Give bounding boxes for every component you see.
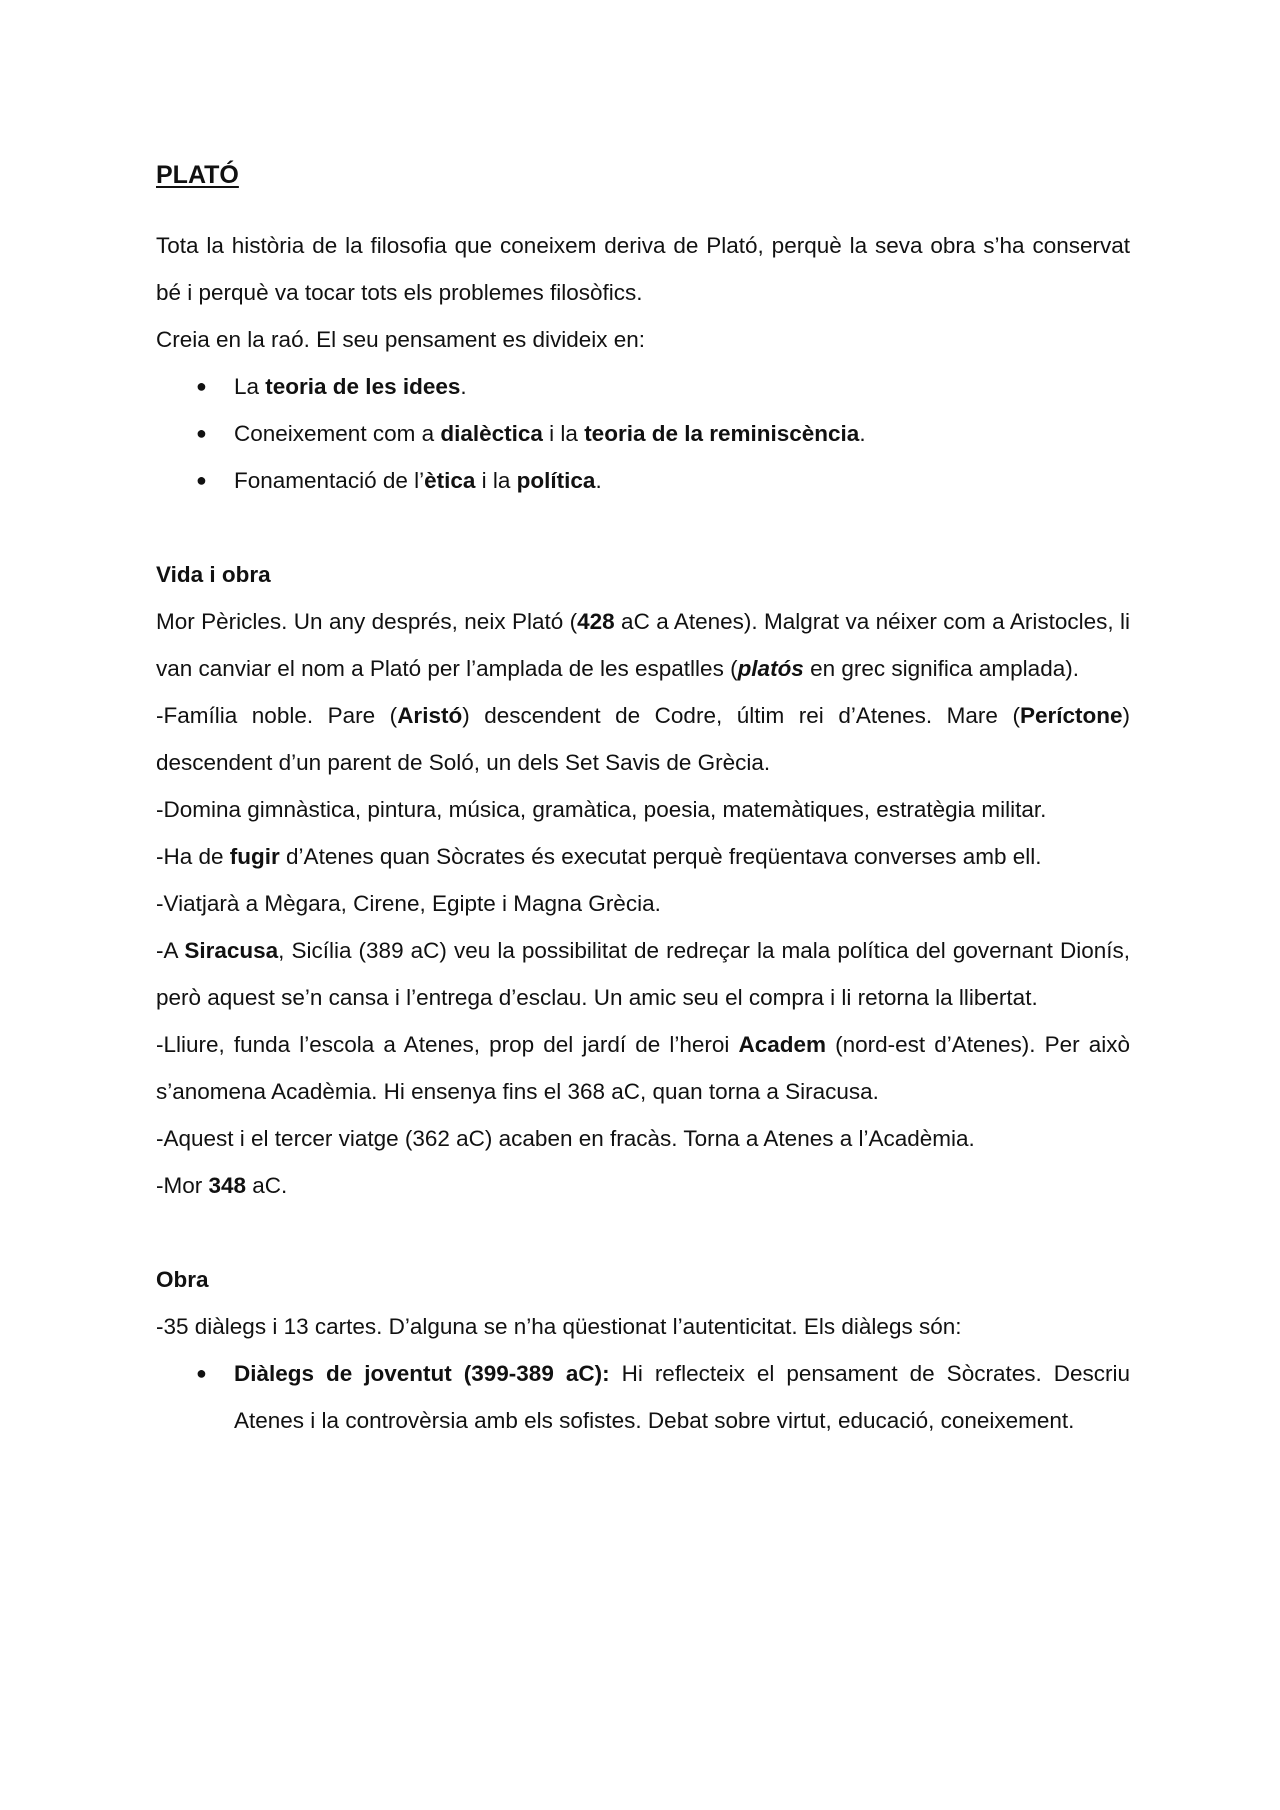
bullet-icon: ● [196,1363,207,1383]
vida-paragraph-3: -Domina gimnàstica, pintura, música, gramàtica, poesia, matemàtiques, estratègia militar. [156,797,1047,822]
list-item: ● Coneixement com a dialèctica i la teoria de la reminiscència. [156,410,1130,457]
vida-paragraph-9: -Mor 348 aC. [156,1173,288,1198]
intro-paragraph-2: Creia en la raó. El seu pensament es divideix en: [156,327,646,352]
dialogues-list [156,1350,1130,1444]
section-heading-vida: Vida i obra [156,562,271,587]
obra-paragraph-1: -35 diàlegs i 13 cartes. D’alguna se n’ha qüestionat l’autenticitat. Els diàlegs són: [156,1314,962,1339]
list-item: ● La teoria de les idees. [156,363,1130,410]
page-title: PLATÓ [156,161,239,189]
vida-paragraph-2: -Família noble. Pare (Aristó) descendent de Codre, últim rei d’Atenes. Mare (Períctone) descendent d’un parent de Soló, un dels Set Savis de Grècia. [156,703,1130,775]
vida-paragraph-6: -A Siracusa, Sicília (389 aC) veu la possibilitat de redreçar la mala política del governant Dionís, però aquest se’n cansa i l’entrega d’esclau. Un amic seu el compra i li retorna la llibertat. [156,938,1130,1010]
bullet-icon: ● [196,423,207,443]
vida-paragraph-5: -Viatjarà a Mègara, Cirene, Egipte i Magna Grècia. [156,891,661,916]
vida-paragraph-4: -Ha de fugir d’Atenes quan Sòcrates és executat perquè freqüentava converses amb ell. [156,844,1042,869]
thought-list [156,363,1130,504]
document-page [156,150,1130,1444]
vida-paragraph-8: -Aquest i el tercer viatge (362 aC) acaben en fracàs. Torna a Atenes a l’Acadèmia. [156,1126,975,1151]
list-item: ● Diàlegs de joventut (399-389 aC): Hi reflecteix el pensament de Sòcrates. Descriu Atenes i la controvèrsia amb els sofistes. Debat sobre virtut, educació, coneixement. [156,1350,1130,1444]
list-item: ● Fonamentació de l’ètica i la política. [156,457,1130,504]
vida-paragraph-1: Mor Pèricles. Un any després, neix Plató (428 aC a Atenes). Malgrat va néixer com a Aristocles, li van canviar el nom a Plató per l’amplada de les espatlles (platós en grec significa amplada). [156,609,1130,681]
intro-paragraph: Tota la història de la filosofia que coneixem deriva de Plató, perquè la seva obra s’ha conservat bé i perquè va tocar tots els problemes filosòfics. [156,233,1130,305]
section-spacer [156,504,1130,551]
section-spacer [156,1209,1130,1256]
section-heading-obra: Obra [156,1267,209,1292]
bullet-icon: ● [196,470,207,490]
bullet-icon: ● [196,376,207,396]
vida-paragraph-7: -Lliure, funda l’escola a Atenes, prop del jardí de l’heroi Academ (nord-est d’Atenes). Per això s’anomena Acadèmia. Hi ensenya fins el 368 aC, quan torna a Siracusa. [156,1032,1130,1104]
